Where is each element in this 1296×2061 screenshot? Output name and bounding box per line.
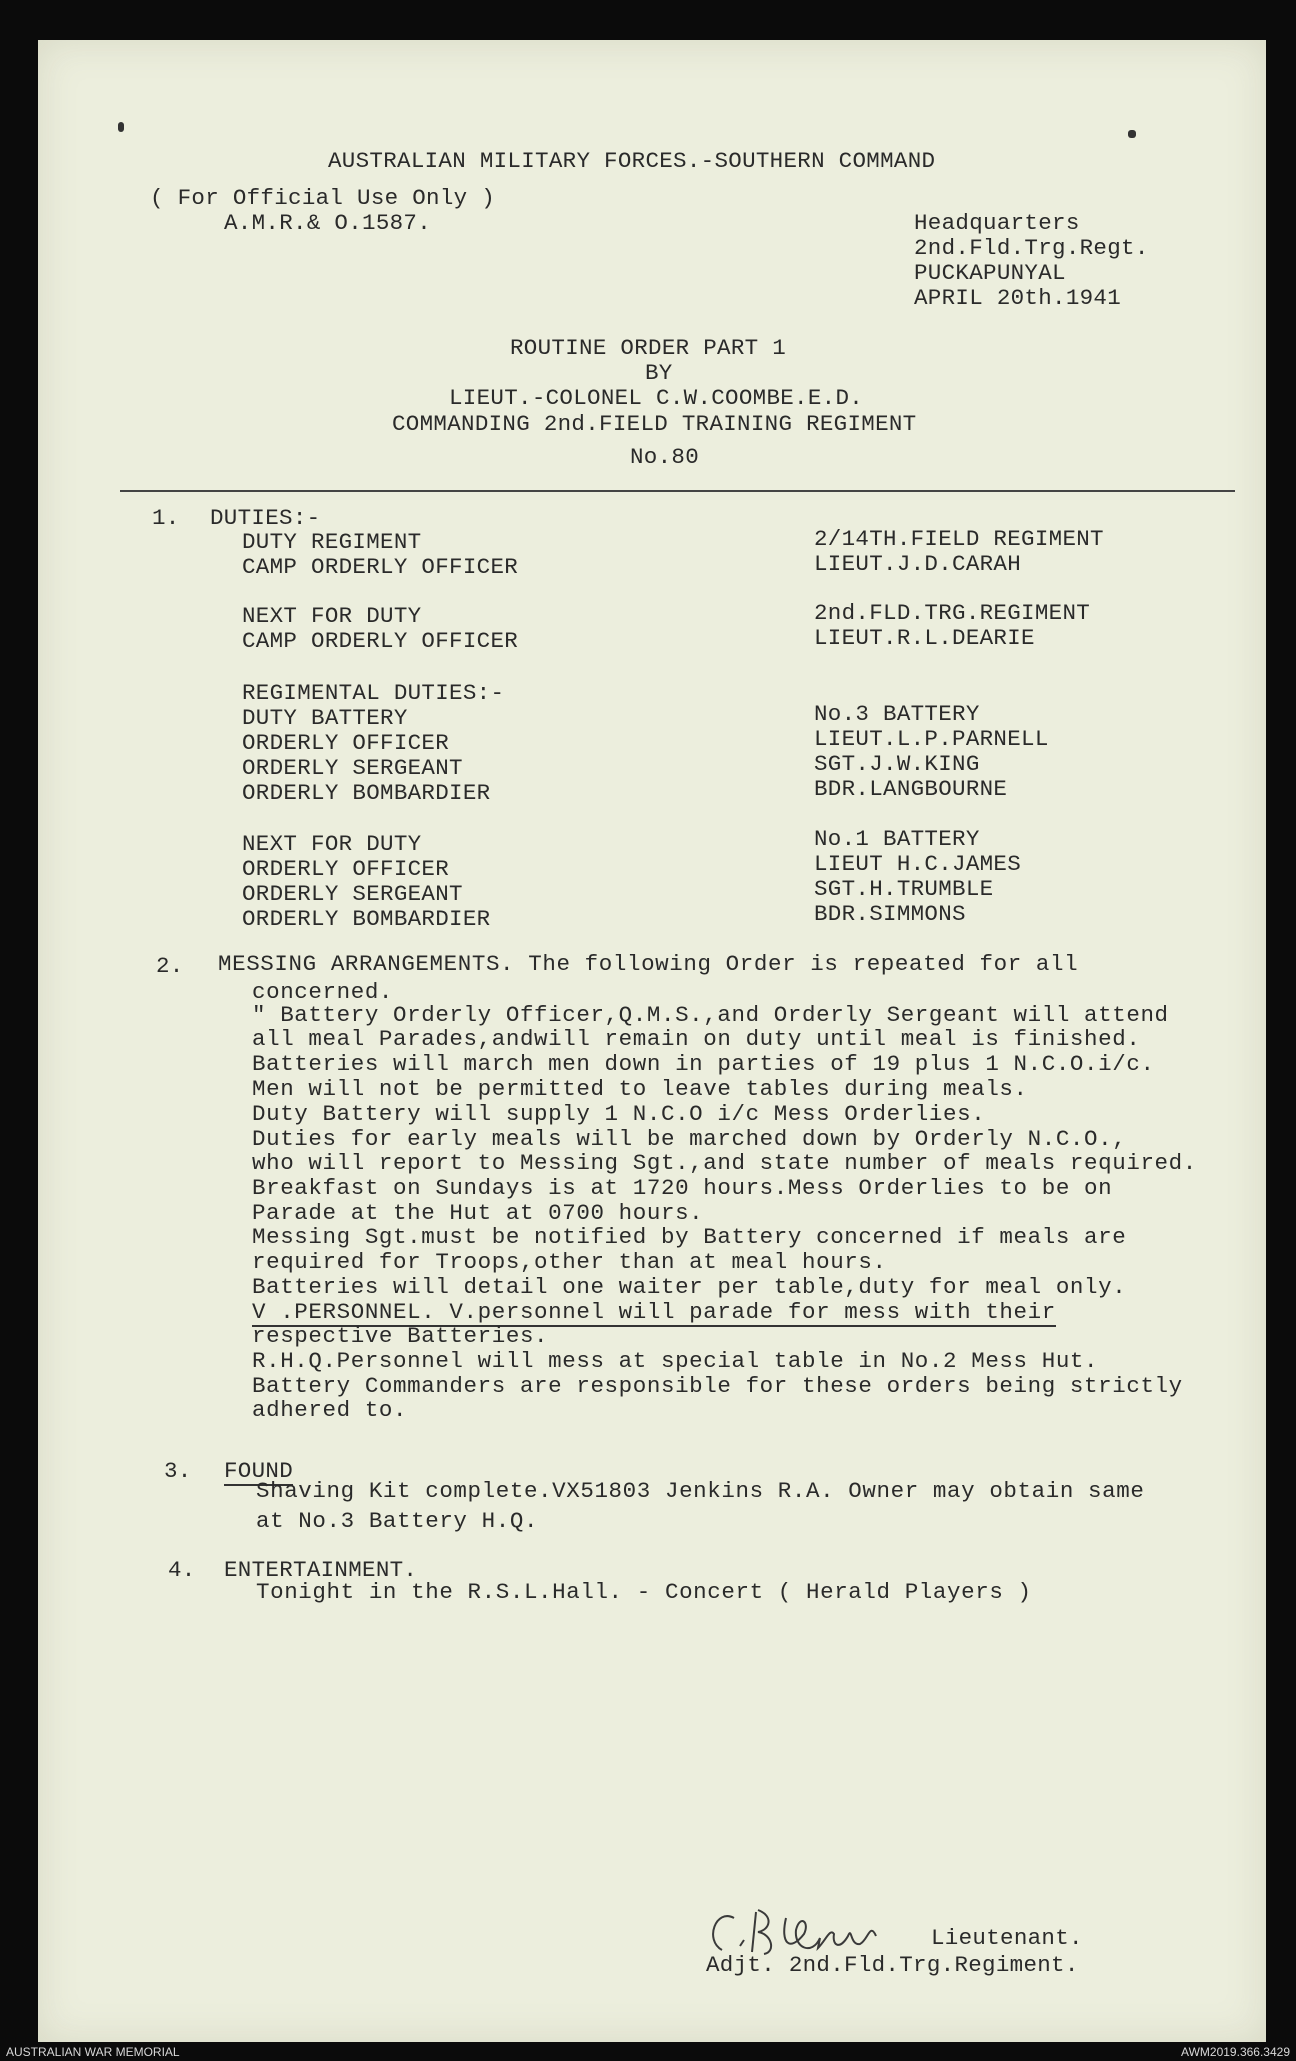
duty-value: LIEUT H.C.JAMES <box>814 851 1022 877</box>
section-number: 4. <box>168 1557 196 1583</box>
entertainment-line: Tonight in the R.S.L.Hall. - Concert ( Herald Players ) <box>256 1579 1032 1605</box>
archive-reference: AWM2019.366.3429 <box>1181 2045 1290 2059</box>
messing-line: Battery Commanders are responsible for these orders being strictly <box>252 1373 1183 1399</box>
duty-subheading: REGIMENTAL DUTIES:- <box>242 680 505 706</box>
duty-value: 2/14TH.FIELD REGIMENT <box>814 526 1104 552</box>
duty-label: CAMP ORDERLY OFFICER <box>242 628 519 654</box>
reference-number: A.M.R.& O.1587. <box>224 210 432 236</box>
duty-value: LIEUT.R.L.DEARIE <box>814 625 1035 651</box>
duty-value: BDR.LANGBOURNE <box>814 776 1008 802</box>
order-officer: LIEUT.-COLONEL C.W.COOMBE.E.D. <box>449 385 864 411</box>
messing-line: R.H.Q.Personnel will mess at special table in No.2 Mess Hut. <box>252 1348 1099 1374</box>
section-heading: DUTIES:- <box>210 505 321 531</box>
address-line: PUCKAPUNYAL <box>914 260 1066 286</box>
duty-label: ORDERLY OFFICER <box>242 730 450 756</box>
duty-label: ORDERLY BOMBARDIER <box>242 780 491 806</box>
divider-rule <box>120 490 1235 492</box>
section-number: 3. <box>164 1458 192 1484</box>
messing-line: Parade at the Hut at 0700 hours. <box>252 1200 704 1226</box>
section-number: 1. <box>152 505 180 531</box>
duty-label: DUTY BATTERY <box>242 705 408 731</box>
duty-value: BDR.SIMMONS <box>814 901 966 927</box>
messing-line: all meal Parades,andwill remain on duty until meal is finished. <box>252 1026 1141 1052</box>
duty-label: ORDERLY OFFICER <box>242 856 450 882</box>
duty-value: 2nd.FLD.TRG.REGIMENT <box>814 600 1091 626</box>
messing-line: MESSING ARRANGEMENTS. The following Order is repeated for all <box>218 951 1079 977</box>
address-line: 2nd.Fld.Trg.Regt. <box>914 235 1149 261</box>
section-heading: FOUND <box>224 1458 294 1484</box>
document-title: AUSTRALIAN MILITARY FORCES.-SOUTHERN COMMAND <box>328 148 936 174</box>
messing-line: Duty Battery will supply 1 N.C.O i/c Mess Orderlies. <box>252 1101 986 1127</box>
address-line: APRIL 20th.1941 <box>914 285 1122 311</box>
duty-value: SGT.H.TRUMBLE <box>814 876 994 902</box>
duty-value: No.3 BATTERY <box>814 701 980 727</box>
order-command: COMMANDING 2nd.FIELD TRAINING REGIMENT <box>392 411 917 437</box>
messing-line: respective Batteries. <box>252 1323 549 1349</box>
messing-line: " Battery Orderly Officer,Q.M.S.,and Orderly Sergeant will attend <box>252 1002 1169 1028</box>
duty-label: ORDERLY SERGEANT <box>242 881 463 907</box>
messing-line: adhered to. <box>252 1397 408 1423</box>
duty-value: No.1 BATTERY <box>814 826 980 852</box>
messing-line: required for Troops,other than at meal hours. <box>252 1249 887 1275</box>
duty-label: CAMP ORDERLY OFFICER <box>242 554 519 580</box>
messing-line: Duties for early meals will be marched down by Orderly N.C.O., <box>252 1126 1127 1152</box>
found-line: at No.3 Battery H.Q. <box>256 1508 539 1534</box>
duty-label: ORDERLY SERGEANT <box>242 755 463 781</box>
duty-label: ORDERLY BOMBARDIER <box>242 906 491 932</box>
section-heading: ENTERTAINMENT. <box>224 1557 418 1583</box>
paper-mark <box>1128 130 1136 138</box>
duty-value: LIEUT.J.D.CARAH <box>814 551 1022 577</box>
order-title: ROUTINE ORDER PART 1 <box>510 335 787 361</box>
messing-line: Messing Sgt.must be notified by Battery concerned if meals are <box>252 1224 1127 1250</box>
messing-line: concerned. <box>252 979 394 1005</box>
messing-line: Batteries will detail one waiter per table,duty for meal only. <box>252 1274 1127 1300</box>
duty-label: NEXT FOR DUTY <box>242 603 422 629</box>
messing-line: who will report to Messing Sgt.,and state number of meals required. <box>252 1150 1197 1176</box>
order-number: No.80 <box>630 444 700 470</box>
messing-line: V .PERSONNEL. V.personnel will parade for mess with their <box>252 1299 1056 1325</box>
duty-label: DUTY REGIMENT <box>242 529 422 555</box>
duty-value: SGT.J.W.KING <box>814 751 980 777</box>
paper-mark <box>118 122 124 132</box>
archive-credit: AUSTRALIAN WAR MEMORIAL <box>6 2045 180 2059</box>
address-line: Headquarters <box>914 210 1080 236</box>
signature-position: Adjt. 2nd.Fld.Trg.Regiment. <box>706 1952 1079 1978</box>
order-by: BY <box>645 360 673 386</box>
official-use-label: ( For Official Use Only ) <box>150 185 496 211</box>
found-line: Shaving Kit complete.VX51803 Jenkins R.A. Owner may obtain same <box>256 1478 1145 1504</box>
duty-value: LIEUT.L.P.PARNELL <box>814 726 1049 752</box>
signature-rank: Lieutenant. <box>931 1925 1083 1951</box>
messing-line: Batteries will march men down in parties of 19 plus 1 N.C.O.i/c. <box>252 1051 1155 1077</box>
messing-line: Men will not be permitted to leave tables during meals. <box>252 1076 1028 1102</box>
section-number: 2. <box>156 953 184 979</box>
messing-line: Breakfast on Sundays is at 1720 hours.Mess Orderlies to be on <box>252 1175 1113 1201</box>
duty-label: NEXT FOR DUTY <box>242 831 422 857</box>
